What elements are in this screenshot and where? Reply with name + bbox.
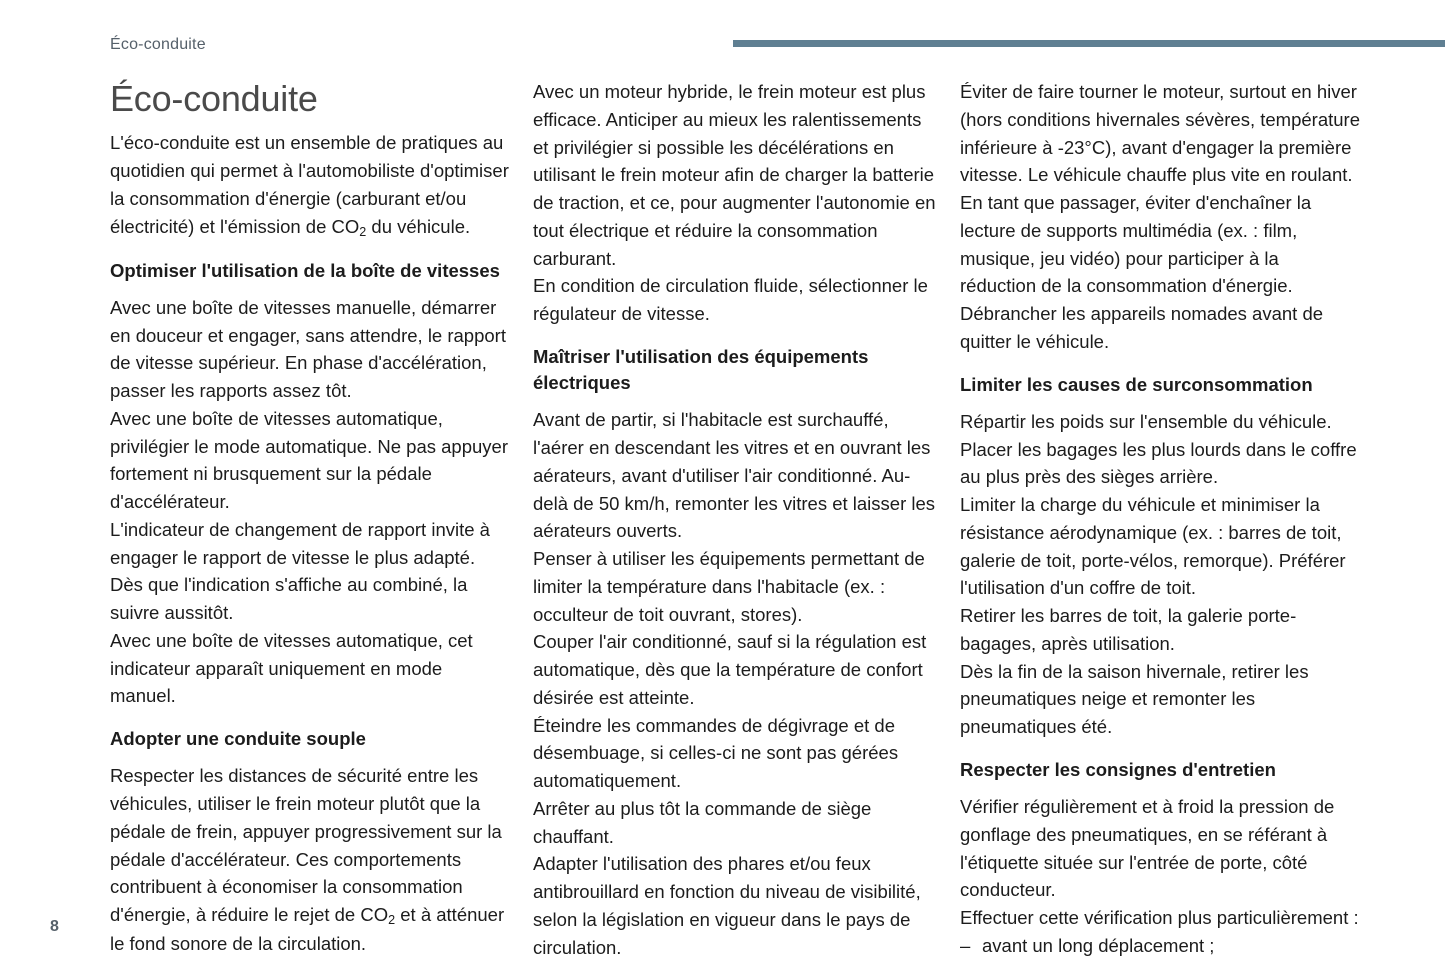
body-paragraph: En condition de circulation fluide, sélectionner le régulateur de vitesse. bbox=[533, 275, 928, 324]
body-paragraph: Couper l'air conditionné, sauf si la régulation est automatique, dès que la température de confort désirée est atteinte. bbox=[533, 631, 927, 708]
dash-bullet: – bbox=[960, 934, 971, 956]
section-heading: Optimiser l'utilisation de la boîte de vitesses bbox=[110, 259, 500, 281]
column-2 bbox=[533, 78, 936, 958]
paragraph-text: L'éco-conduite est un ensemble de pratiques au quotidien qui permet à l'automobiliste d'optimiser la consommation d'énergie (carburant et/ou électricité) et l'émission de CO bbox=[110, 132, 509, 237]
body-paragraph: Éviter de faire tourner le moteur, surtout en hiver (hors conditions hivernales sévères, température inférieure à -23°C), avant d'engager la première vitesse. Le véhicule chauffe plus vite en roulant. bbox=[960, 81, 1360, 186]
subscript: 2 bbox=[388, 913, 396, 928]
section-heading: Adopter une conduite souple bbox=[110, 728, 366, 750]
body-paragraph: En tant que passager, éviter d'enchaîner la lecture de supports multimédia (ex. : film, musique, jeu vidéo) pour participer à la réduction de la consommation d'énergie. bbox=[960, 192, 1312, 297]
column-3 bbox=[960, 78, 1360, 956]
body-paragraph: Avec un moteur hybride, le frein moteur est plus efficace. Anticiper au mieux les ralentissements et privilégier si possible les décélérations en utilisant le frein moteur afin de charger la batterie de traction, et ce, pour augmenter l'autonomie en tout électrique et réduire la consommation carburant. bbox=[533, 81, 936, 269]
running-head: Éco-conduite bbox=[110, 36, 206, 53]
body-paragraph: Avec une boîte de vitesses automatique, privilégier le mode automatique. Ne pas appuyer fortement ni brusquement sur la pédale d'accélérateur. bbox=[110, 407, 508, 513]
body-paragraph: Éteindre les commandes de dégivrage et de désembuage, si celles-ci ne sont pas gérées automatiquement. bbox=[533, 714, 899, 792]
header-rule bbox=[733, 40, 1445, 47]
body-paragraph: Retirer les barres de toit, la galerie porte-bagages, après utilisation. bbox=[960, 605, 1297, 654]
body-paragraph: Dès la fin de la saison hivernale, retirer les pneumatiques neige et remonter les pneumatiques été. bbox=[960, 660, 1309, 738]
body-paragraph: Adapter l'utilisation des phares et/ou feux antibrouillard en fonction du niveau de visibilité, selon la législation en vigueur dans le pays de circulation. bbox=[533, 853, 921, 958]
paragraph-text-tail: du véhicule. bbox=[366, 215, 471, 237]
page-title: Éco-conduite bbox=[110, 78, 318, 119]
body-paragraph: Vérifier régulièrement et à froid la pression de gonflage des pneumatiques, en se référant à l'étiquette située sur l'entrée de porte, côté conducteur. bbox=[960, 796, 1335, 901]
paragraph-text: Respecter les distances de sécurité entre les véhicules, utiliser le frein moteur plutôt que la pédale de frein, appuyer progressivement sur la pédale d'accélérateur. Ces comportements contribuent à économiser la consommation d'énergie, à réduire le rejet de CO bbox=[110, 765, 502, 926]
body-paragraph: Avec une boîte de vitesses manuelle, démarrer en douceur et engager, sans attendre, le rapport de vitesse supérieur. En phase d'accélération, passer les rapports assez tôt. bbox=[110, 296, 506, 402]
subscript: 2 bbox=[359, 224, 367, 239]
body-paragraph: Répartir les poids sur l'ensemble du véhicule. bbox=[960, 410, 1332, 432]
body-paragraph bbox=[110, 762, 510, 958]
paragraph-text-tail: et à atténuer le fond sonore de la circulation. bbox=[110, 904, 505, 955]
list-item-label: avant un long déplacement ; bbox=[982, 934, 1215, 956]
body-paragraph: Placer les bagages les plus lourds dans le coffre au plus près des sièges arrière. bbox=[960, 438, 1357, 488]
body-paragraph: Débrancher les appareils nomades avant de quitter le véhicule. bbox=[960, 303, 1324, 352]
body-paragraph bbox=[110, 129, 510, 241]
section-heading: Respecter les consignes d'entretien bbox=[960, 758, 1276, 780]
body-paragraph: Arrêter au plus tôt la commande de siège chauffant. bbox=[533, 797, 872, 847]
body-paragraph: L'indicateur de changement de rapport invite à engager le rapport de vitesse le plus adapté. Dès que l'indication s'affiche au combiné, la suivre aussitôt. bbox=[110, 518, 490, 624]
body-paragraph: Effectuer cette vérification plus particulièrement : bbox=[960, 907, 1359, 929]
body-paragraph: Avant de partir, si l'habitacle est surchauffé, l'aérer en descendant les vitres et en ouvrant les aérateurs, avant d'utiliser l'air conditionné. Au-delà de 50 km/h, remonter les vitres et laisser les aérateurs ouverts. bbox=[533, 409, 936, 542]
text-columns bbox=[0, 78, 1445, 958]
body-paragraph: Limiter la charge du véhicule et minimiser la résistance aérodynamique (ex. : barres de toit, galerie de toit, porte-vélos, remorque). Préférer l'utilisation d'un coffre de toit. bbox=[960, 494, 1346, 599]
body-paragraph: Penser à utiliser les équipements permettant de limiter la température dans l'habitacle (ex. : occulteur de toit ouvrant, stores). bbox=[533, 548, 925, 625]
list-item bbox=[960, 932, 1360, 960]
section-heading: Maîtriser l'utilisation des équipements électriques bbox=[533, 345, 869, 394]
section-heading: Limiter les causes de surconsommation bbox=[960, 373, 1313, 395]
page-number: 8 bbox=[50, 918, 59, 935]
body-paragraph: Avec une boîte de vitesses automatique, cet indicateur apparaît uniquement en mode manuel. bbox=[110, 629, 473, 707]
column-1 bbox=[110, 78, 510, 955]
